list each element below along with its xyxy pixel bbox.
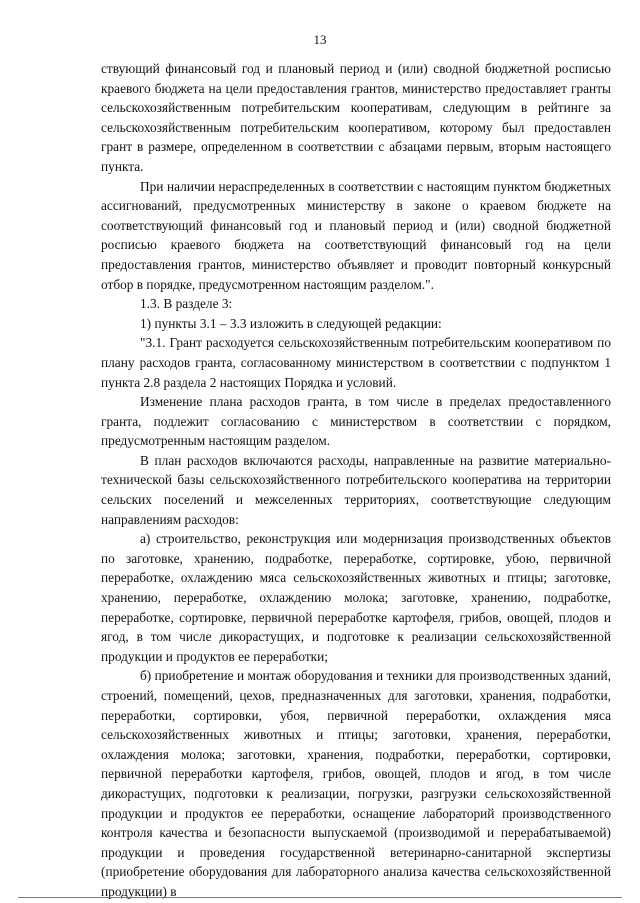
document-body [101, 59, 611, 902]
paragraph-repeat-selection: При наличии нераспределенных в соответствии с настоящим пунктом бюджетных ассигнований, предусмотренных министерству в законе о краевом бюджете на соответствующий финансовый год и плановый период и (или) сводной бюджетной росписью краевого бюджета на соответствующий финансовый год на цели предоставления грантов, министерство объявляет и проводит повторный конкурсный отбор в порядке, предусмотренном настоящим разделом.". [101, 178, 611, 292]
page-bottom-rule [18, 897, 622, 898]
paragraph-subitem-1: 1) пункты 3.1 – 3.3 изложить в следующей редакции: [140, 315, 442, 331]
paragraph-item-a: а) строительство, реконструкция или модернизация производственных объектов по заготовке, хранению, подработке, переработке, сортировке, убою, первичной переработке, охлаждению мяса сельскохозяйственных животных и птицы; заготовке, хранению, переработке, охлаждению молока; заготовке, хранению, подработке, переработке, сортировке, первичной переработке картофеля, грибов, овощей, плодов и ягод, в том числе дикорастущих, и подготовке к реализации сельскохозяйственной продукции и продуктов ее переработки; [101, 531, 611, 664]
page-number: 13 [313, 32, 327, 47]
paragraph-clause-3-1: "3.1. Грант расходуется сельскохозяйственным потребительским кооперативом по плану расходов гранта, согласованному министерством в соответствии с подпунктом 1 пункта 2.8 раздела 2 настоящих Порядка и условий. [101, 335, 611, 390]
paragraph-item-b: б) приобретение и монтаж оборудования и техники для производственных зданий, строений, помещений, цехов, предназначенных для заготовки, хранения, подработки, переработки, сортировки, убоя, первичной переработки, охлаждения мяса сельскохозяйственных животных и птицы; заготовки, хранения, переработки, охлаждения молока; заготовки, хранения, подработки, переработки, сортировки, первичной переработки картофеля, грибов, овощей, плодов и ягод, в том числе дикорастущих, подготовки к реализации, погрузки, разгрузки сельскохозяйственной продукции и продуктов ее переработки, оснащение лабораторий производственного контроля качества и безопасности выпускаемой (производимой и перерабатываемой) продукции и проведения государственной ветеринарно-санитарной экспертизы (приобретение оборудования для лабораторного анализа качества сельскохозяйственной продукции) в [101, 668, 611, 899]
paragraph-section-heading: 1.3. В разделе 3: [140, 296, 233, 312]
paragraph-continuation: ствующий финансовый год и плановый период и (или) сводной бюджетной росписью краевого бюджета на цели предоставления грантов, министерство предоставляет гранты сельскохозяйственным потребительским кооперативам, следующим в рейтинге за сельскохозяйственным потребительским кооперативом, которому был предоставлен грант в размере, определенном в соответствии с абзацами первым, вторым настоящего пункта. [101, 61, 611, 174]
paragraph-plan-includes: В план расходов включаются расходы, направленные на развитие материально-технической базы сельскохозяйственного потребительского кооператива на территории сельских поселений и межселенных территориях, соответствующие следующим направлениям расходов: [101, 452, 611, 527]
paragraph-plan-change: Изменение плана расходов гранта, в том числе в пределах предоставленного гранта, подлежит согласованию с министерством в соответствии с порядком, предусмотренным настоящим разделом. [101, 394, 611, 449]
